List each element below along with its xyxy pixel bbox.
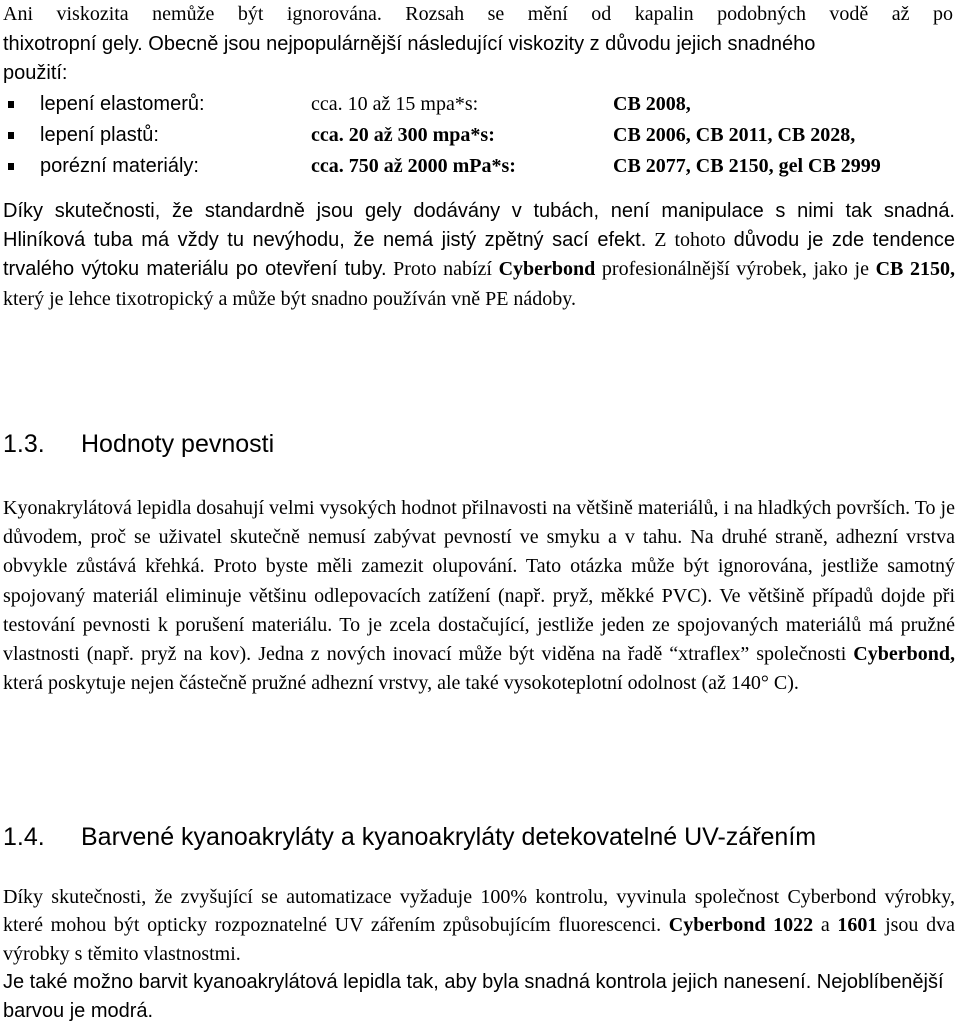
paragraph-text: Díky skutečnosti, že standardně jsou gely dodávány v tubách, není manipulace s nimi tak snadná. Hliníková tuba má vždy tu nevýhodu, že nemá jistý zpětný sací efekt. <box>3 200 955 252</box>
paragraph-text: jsou dva výrobky s těmito vlastnostmi. <box>3 914 955 965</box>
intro-line-2: thixotropní gely. Obecně jsou nejpopulárnější následující viskozity z důvodu jejich snadného <box>3 32 816 55</box>
paragraph-text: Proto nabízí <box>386 258 499 281</box>
paragraph-text: a <box>813 914 838 937</box>
section-number: 1.3. <box>3 430 45 458</box>
paragraph-text: důvodu je zde tendence trvalého výtoku materiálu po otevření tuby. <box>3 229 955 281</box>
list-item-products: CB 2006, CB 2011, CB 2028, <box>613 124 856 146</box>
packaging-paragraph <box>3 197 955 314</box>
list-item <box>3 89 955 120</box>
list-item <box>3 151 955 182</box>
section-number: 1.4. <box>3 823 45 851</box>
paragraph-text: profesionálnější výrobek, jako je <box>595 258 876 281</box>
square-bullet-icon <box>8 163 14 170</box>
intro-line-3: použití: <box>3 62 68 85</box>
product-name: CB 2150, <box>875 258 956 281</box>
square-bullet-icon <box>8 101 14 108</box>
list-item-range: cca. 10 až 15 mpa*s: <box>311 93 479 115</box>
list-item-range: cca. 20 až 300 mpa*s: <box>311 124 495 146</box>
list-item-label: porézní materiály: <box>40 155 199 177</box>
section-title: Barvené kyanoakryláty a kyanoakryláty detekovatelné UV-zářením <box>81 823 817 851</box>
section-heading-1-3 <box>3 426 955 462</box>
paragraph-text: Kyonakrylátová lepidla dosahují velmi vysokých hodnot přilnavosti na většině materiálů, i na hladkých površích. To je důvodem, proč se uživatel skutečně nemusí zabývat pevností ve smyku a v tahu. Na druhé straně, adhezní vrstva obvykle zůstává křehká. Proto byste měli zamezit olupování. Tato otázka může být ignorována, jestliže samotný spojovaný materiál eliminuje většinu odlepovacích zatížení (např. pryž, měkké PVC). Ve většině případů dojde při testování pevnosti k porušení materiálu. To je zcela dostačující, jestliže jeden ze spojovaných materiálů má pružné vlastnosti (např. pryž na kov). Jedna z nových inovací může být viděna na řadě “xtraflex” společnosti <box>3 497 955 666</box>
list-item-range: cca. 750 až 2000 mPa*s: <box>311 155 516 177</box>
brand-name: Cyberbond, <box>853 643 955 666</box>
list-item-products: CB 2008, <box>613 93 691 115</box>
section-heading-1-4 <box>3 819 955 855</box>
product-name: Cyberbond 1022 <box>668 914 814 937</box>
intro-paragraph <box>3 0 953 89</box>
paragraph-text: Díky skutečnosti, že zvyšující se automatizace vyžaduje 100% kontrolu, vyvinula společnost Cyberbond výrobky, které mohou být opticky rozpoznatelné UV zářením způsobujícím fluorescenci. <box>3 886 955 937</box>
square-bullet-icon <box>8 132 14 139</box>
list-item-label: lepení plastů: <box>40 124 159 146</box>
intro-line-1: Ani viskozita nemůže být ignorována. Rozsah se mění od kapalin podobných vodě až po <box>3 3 953 25</box>
viscosity-list <box>3 89 955 182</box>
paragraph-text: který je lehce tixotropický a může být snadno používán vně PE nádoby. <box>3 287 576 310</box>
brand-name: Cyberbond <box>498 258 596 281</box>
list-item-products: CB 2077, CB 2150, gel CB 2999 <box>613 155 881 177</box>
uv-paragraph <box>3 883 955 1025</box>
paragraph-text: Je také možno barvit kyanoakrylátová lepidla tak, aby byla snadná kontrola jejich nanesení. Nejoblíbenější barvou je modrá. <box>3 971 944 1022</box>
paragraph-text: která poskytuje nejen částečně pružné adhezní vrstvy, ale také vysokoteplotní odolnost (až 140° C). <box>3 672 799 695</box>
list-item-label: lepení elastomerů: <box>40 93 205 115</box>
section-title: Hodnoty pevnosti <box>81 430 275 458</box>
strength-paragraph <box>3 494 955 698</box>
paragraph-text: Z tohoto <box>646 229 726 252</box>
product-name: 1601 <box>837 914 878 937</box>
list-item <box>3 120 955 151</box>
